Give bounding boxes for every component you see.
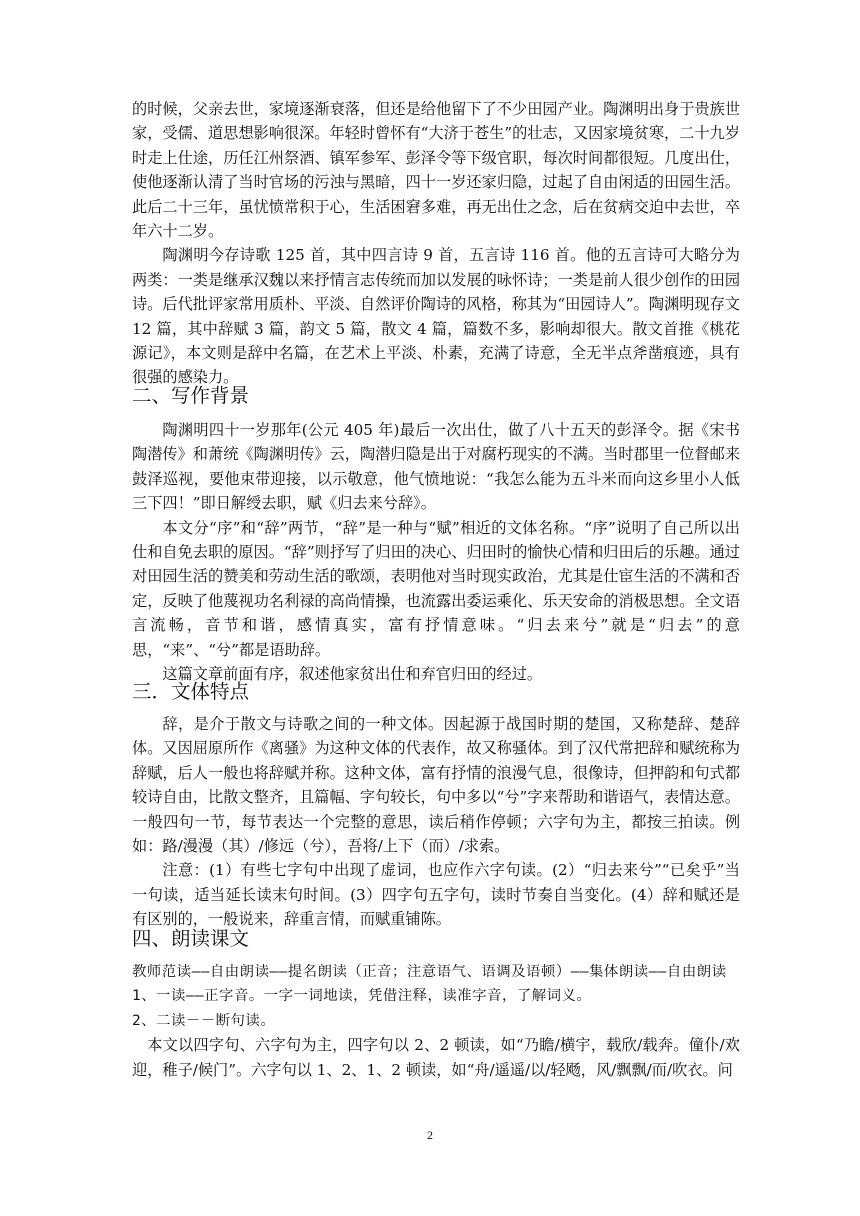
section-background-body [132, 418, 740, 686]
background-paragraph-1: 陶渊明四十一岁那年(公元 405 年)最后一次出仕，做了八十五天的彭泽令。据《宋书陶潜传》和萧统《陶渊明传》云，陶潜归隐是出于对腐朽现实的不满。当时郡里一位督邮来鼓泽巡视，要他束带迎接，以示敬意，他气愤地说：“我怎么能为五斗米而向这乡里小人低三下四！”即日解绶去职，赋《归去来兮辞》。 [132, 421, 740, 513]
reading-step-1: 1、一读——正字音。一字一词地读，凭借注释，读准字音，了解词义。 [132, 988, 592, 1005]
style-paragraph-1: 辞，是介于散文与诗歌之间的一种文体。因起源于战国时期的楚国，又称楚辞、楚辞体。又因屈原所作《离骚》为这种文体的代表作，故又称骚体。到了汉代常把辞和赋统称为辞赋，后人一般也将辞赋并称。这种文体，富有抒情的浪漫气息，很像诗，但押韵和句式都较诗自由，比散文整齐，且篇幅、字句较长，句中多以“兮”字来帮助和谐语气，表情达意。一般四句一节，每节表达一个完整的意思，读后稍作停顿；六字句为主，都按三拍读。例如：路/漫漫（其）/修远（兮），吾将/上下（而）/求索。 [132, 715, 740, 856]
style-paragraph-2: 注意：(1）有些七字句中出现了虚词，也应作六字句读。(2）“归去来兮”“已矣乎”当一句读，适当延长读末句时间。(3）四字句五字句，读时节奏自当变化。(4）辞和赋还是有区别的，一般说来，辞重言情，而赋重铺陈。 [132, 861, 740, 929]
intro-block [132, 97, 740, 390]
intro-paragraph-1: 的时候，父亲去世，家境逐渐衰落，但还是给他留下了不少田园产业。陶渊明出身于贵族世家，受儒、道思想影响很深。年轻时曾怀有“大济于苍生”的壮志，又因家境贫寒，二十九岁时走上仕途，历任江州祭酒、镇军参军、彭泽令等下级官职，每次时间都很短。几度出仕，使他逐渐认清了当时官场的污浊与黑暗，四十一岁还家归隐，过起了自由闲适的田园生活。此后二十三年，虽忧愤常积于心，生活困窘多难，再无出仕之念，后在贫病交迫中去世，卒年六十二岁。 [132, 100, 740, 241]
section-style-body [132, 712, 740, 932]
reading-paragraph-1: 本文以四字句、六字句为主，四字句以 2、2 顿读，如“乃瞻/横宇，载欣/载奔。僮仆/欢迎，稚子/候门”。六字句以 1、2、1、2 顿读，如“舟/遥遥/以/轻飏，风/飘飘/而/吹衣。问 [132, 1036, 740, 1079]
background-paragraph-2: 本文分“序”和“辞”两节，“辞”是一种与“赋”相近的文体名称。“序”说明了自己所以出仕和自免去职的原因。“辞”则抒写了归田的决心、归田时的愉快心情和归田后的乐趣。通过对田园生活的赞美和劳动生活的歌颂，表明他对当时现实政治，尤其是仕宦生活的不满和否定，反映了他蔑视功名利禄的高尚情操，也流露出委运乘化、乐天安命的消极思想。全文语言流畅，音节和谐，感情真实，富有抒情意味。“归去来兮”就是“归去”的意思，“来”、“兮”都是语助辞。 [132, 518, 740, 659]
section-reading-body [132, 960, 740, 1082]
intro-paragraph-2: 陶渊明今存诗歌 125 首，其中四言诗 9 首，五言诗 116 首。他的五言诗可大略分为两类：一类是继承汉魏以来抒情言志传统而加以发展的咏怀诗；一类是前人很少创作的田园诗。后代批评家常用质朴、平淡、自然评价陶诗的风格，称其为“田园诗人”。陶渊明现存文 12 篇，其中辞赋 3 篇，韵文 5 篇，散文 4 篇，篇数不多，影响却很大。散文首推《桃花源记》，本文则是辞中名篇，在艺术上平淡、朴素，充满了诗意，全无半点斧凿痕迹，具有很强的感染力。 [132, 246, 740, 387]
section-heading-background: 二、写作背景 [132, 384, 250, 407]
background-paragraph-3: 这篇文章前面有序，叙述他家贫出仕和弃官归田的经过。 [162, 665, 543, 684]
reading-steps-line: 教师范读——自由朗读——提名朗读（正音；注意语气、语调及语顿）——集体朗读——自由朗读 [132, 964, 727, 980]
reading-step-2: 2、二读－－断句读。 [132, 1012, 276, 1029]
section-heading-reading: 四、朗读课文 [132, 927, 250, 950]
page-number: 2 [427, 1128, 433, 1142]
section-heading-style: 三．文体特点 [132, 680, 250, 703]
